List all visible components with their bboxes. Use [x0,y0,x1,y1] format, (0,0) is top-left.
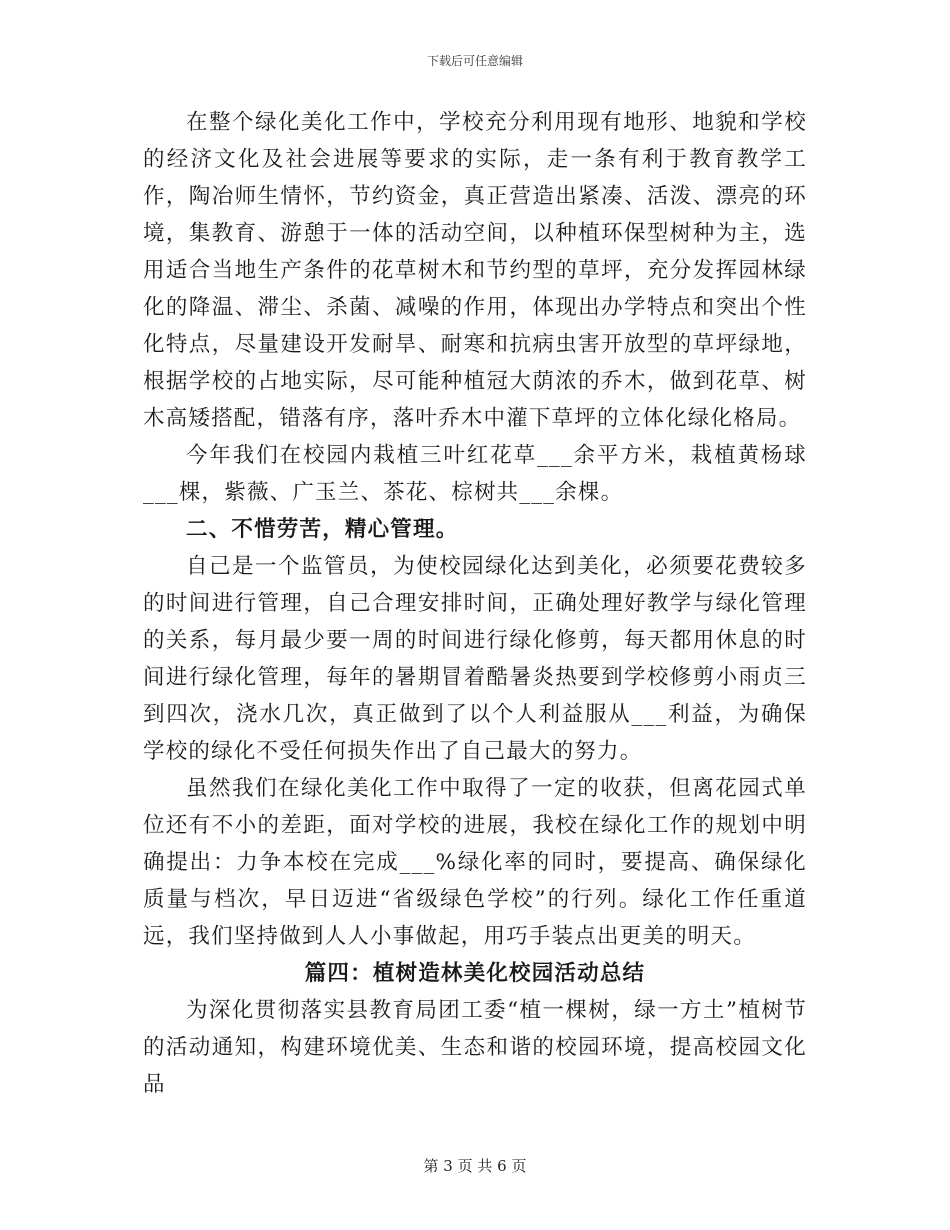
paragraph-management: 自己是一个监管员，为使校园绿化达到美化，必须要花费较多的时间进行管理，自己合理安排时间，正确处理好教学与绿化管理的关系，每月最少要一周的时间进行绿化修剪，每天都用休息的时间进行绿化管理，每年的暑期冒着酷暑炎热要到学校修剪小雨贞三到四次，浇水几次，真正做到了以个人利益服从___利益，为确保学校的绿化不受任何损失作出了自己最大的努力。 [143,554,807,764]
section-title-part-four: 篇四：植树造林美化校园活动总结 [304,961,646,986]
paragraph-goals: 虽然我们在绿化美化工作中取得了一定的收获，但离花园式单位还有不小的差距，面对学校的进展，我校在绿化工作的规划中明确提出：力争本校在完成___%绿化率的同时，要提高、确保绿化质量与档次，早日迈进“省级绿色学校”的行列。绿化工作任重道远，我们坚持做到人人小事做起，用巧手装点出更美的明天。 [143,776,807,949]
page-number-footer: 第 3 页 共 6 页 [423,1157,527,1175]
paragraph-greening-work: 在整个绿化美化工作中，学校充分利用现有地形、地貌和学校的经济文化及社会进展等要求的实际，走一条有利于教育教学工作，陶冶师生情怀，节约资金，真正营造出紧凑、活泼、漂亮的环境，集教育、游憩于一体的活动空间，以种植环保型树种为主，选用适合当地生产条件的花草树木和节约型的草坪，充分发挥园林绿化的降温、滞尘、杀菌、减噪的作用，体现出办学特点和突出个性化特点，尽量建设开发耐旱、耐寒和抗病虫害开放型的草坪绿地，根据学校的占地实际，尽可能种植冠大荫浓的乔木，做到花草、树木高矮搭配，错落有序，落叶乔木中灌下草坪的立体化绿化格局。 [143,110,807,431]
page-header: 下载后可任意编辑 [426,54,523,68]
paragraph-planting-stats: 今年我们在校园内栽植三叶红花草___余平方米，栽植黄杨球___棵，紫薇、广玉兰、茶花、棕树共___余棵。 [143,443,807,505]
document-body [143,104,807,1103]
paragraph-tree-planting-intro: 为深化贯彻落实县教育局团工委“植一棵树，绿一方土”植树节的活动通知，构建环境优美、生态和谐的校园环境，提高校园文化品 [143,998,807,1097]
section-heading-management: 二、不惜劳苦，精心管理。 [186,517,459,542]
